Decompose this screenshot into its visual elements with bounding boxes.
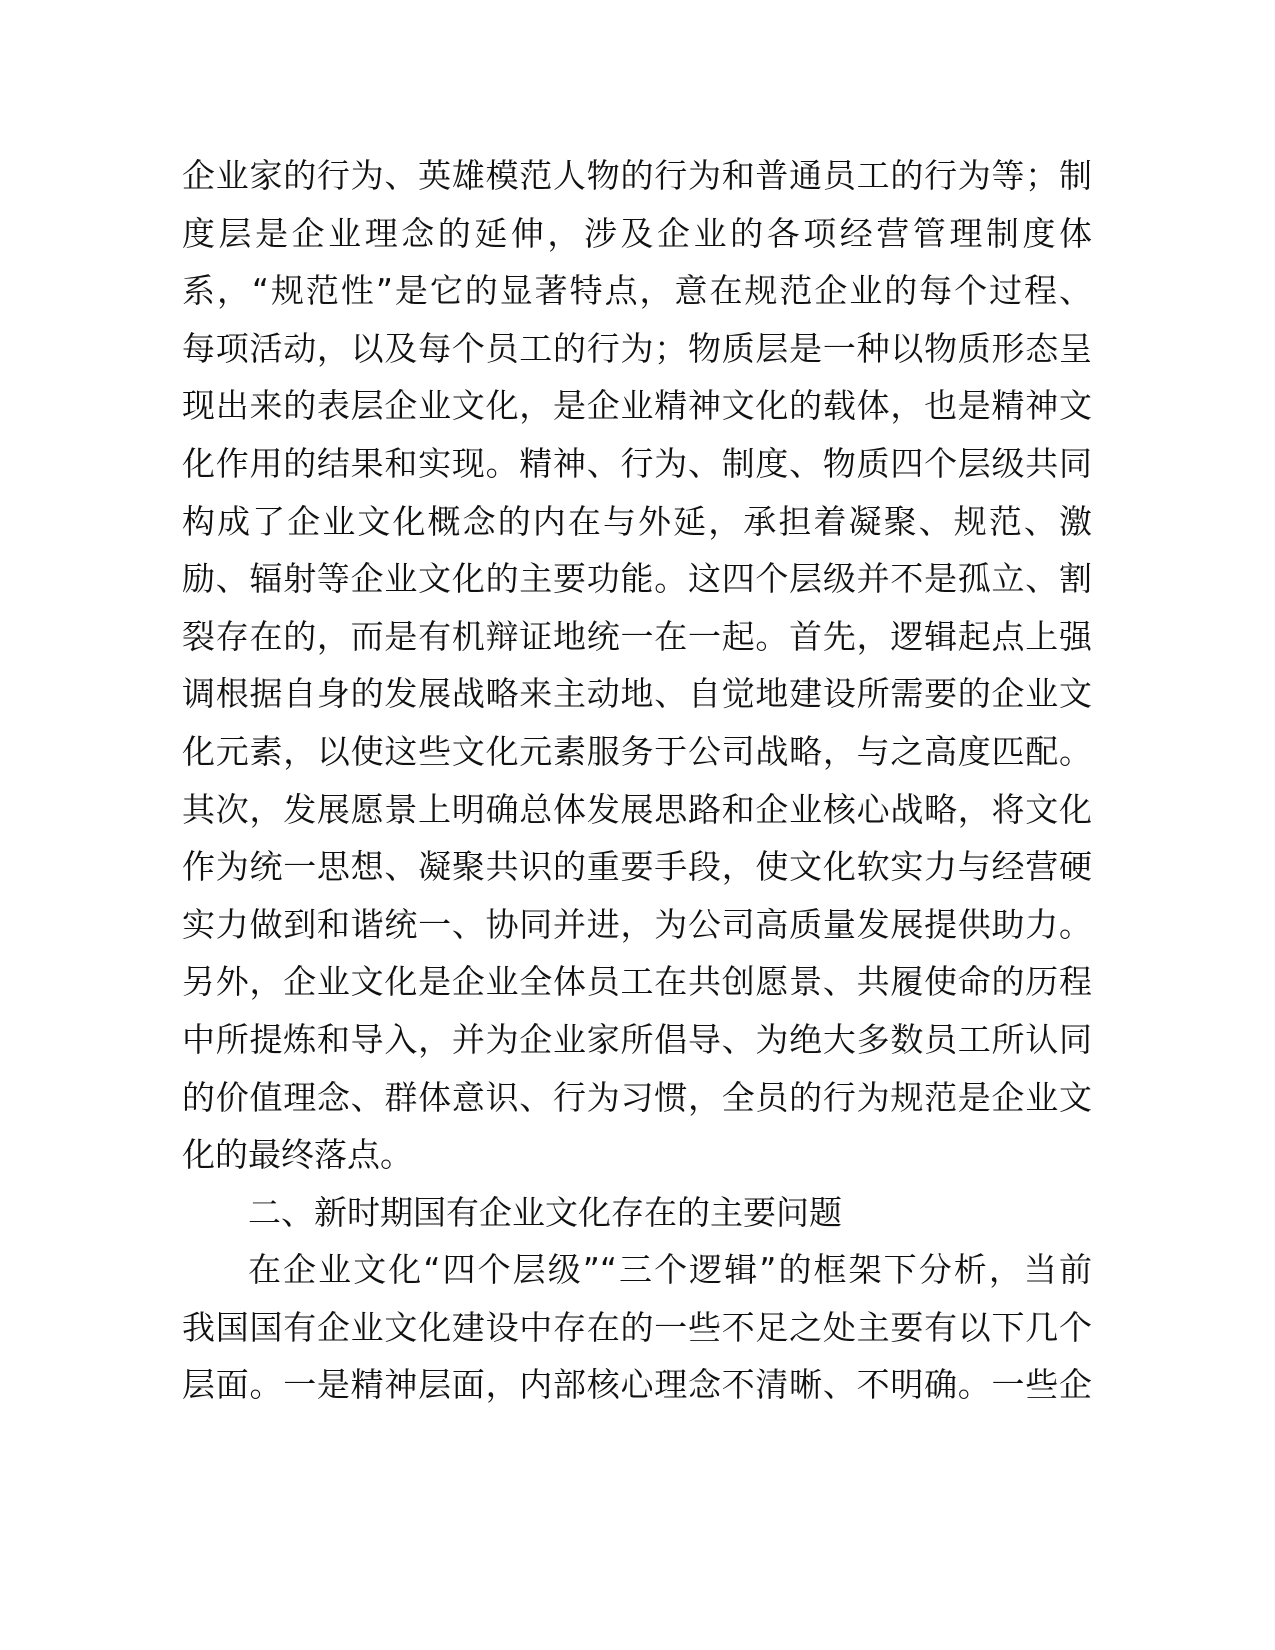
paragraph-line: 构成了企业文化概念的内在与外延，承担着凝聚、规范、激 — [182, 501, 1092, 541]
paragraph-line: 度层是企业理念的延伸，涉及企业的各项经营管理制度体 — [182, 213, 1092, 253]
body-paragraph-1 — [182, 147, 1092, 1184]
paragraph-line: 裂存在的，而是有机辩证地统一在一起。首先，逻辑起点上强 — [182, 616, 1092, 656]
section-heading: 二、新时期国有企业文化存在的主要问题 — [248, 1192, 842, 1232]
paragraph-line: 励、辐射等企业文化的主要功能。这四个层级并不是孤立、割 — [182, 559, 1092, 599]
paragraph-line: 层面。一是精神层面，内部核心理念不清晰、不明确。一些企 — [182, 1365, 1092, 1405]
paragraph-line: 在企业文化“四个层级”“三个逻辑”的框架下分析，当前 — [248, 1250, 1092, 1290]
paragraph-line: 另外，企业文化是企业全体员工在共创愿景、共履使命的历程 — [182, 962, 1092, 1002]
paragraph-line: 化作用的结果和实现。精神、行为、制度、物质四个层级共同 — [182, 443, 1092, 483]
paragraph-line: 化的最终落点。 — [182, 1135, 413, 1175]
paragraph-line: 现出来的表层企业文化，是企业精神文化的载体，也是精神文 — [182, 386, 1092, 426]
paragraph-line: 作为统一思想、凝聚共识的重要手段，使文化软实力与经营硬 — [182, 847, 1092, 887]
paragraph-line: 调根据自身的发展战略来主动地、自觉地建设所需要的企业文 — [182, 674, 1092, 714]
paragraph-line: 中所提炼和导入，并为企业家所倡导、为绝大多数员工所认同 — [182, 1019, 1092, 1059]
document-page — [182, 147, 1092, 1414]
paragraph-line: 我国国有企业文化建设中存在的一些不足之处主要有以下几个 — [182, 1307, 1092, 1347]
paragraph-line: 其次，发展愿景上明确总体发展思路和企业核心战略，将文化 — [182, 789, 1092, 829]
paragraph-line: 每项活动，以及每个员工的行为；物质层是一种以物质形态呈 — [182, 328, 1092, 368]
paragraph-line: 系，“规范性”是它的显著特点，意在规范企业的每个过程、 — [182, 271, 1092, 311]
paragraph-line: 企业家的行为、英雄模范人物的行为和普通员工的行为等；制 — [182, 156, 1092, 195]
body-paragraph-2 — [182, 1241, 1092, 1414]
paragraph-line: 实力做到和谐统一、协同并进，为公司高质量发展提供助力。 — [182, 904, 1092, 944]
paragraph-line: 化元素，以使这些文化元素服务于公司战略，与之高度匹配。 — [182, 731, 1092, 771]
paragraph-line: 的价值理念、群体意识、行为习惯，全员的行为规范是企业文 — [182, 1077, 1092, 1117]
